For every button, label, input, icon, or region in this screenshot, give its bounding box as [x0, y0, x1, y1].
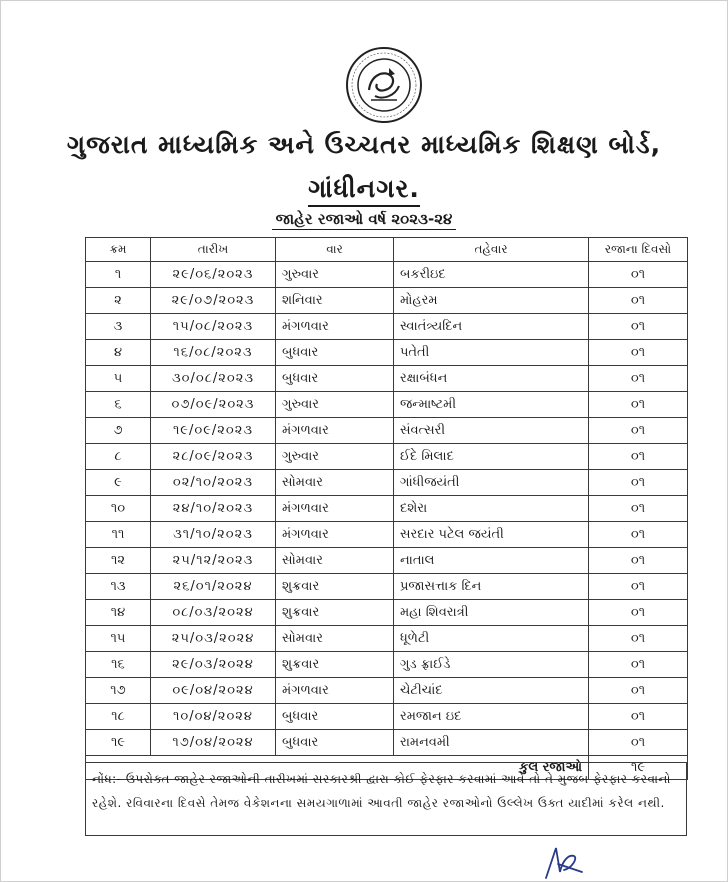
holiday-days-cell: ૦૧ — [589, 340, 688, 366]
table-row — [86, 730, 688, 756]
table-row — [86, 522, 688, 548]
serial-cell: ૫ — [86, 366, 151, 392]
weekday-cell: બુધવાર — [276, 704, 394, 730]
serial-cell: ૧૮ — [86, 704, 151, 730]
festival-cell: બકરીઇદ — [394, 262, 589, 288]
column-header-festival: તહેવાર — [394, 238, 589, 262]
holiday-days-cell: ૦૧ — [589, 600, 688, 626]
serial-cell: ૯ — [86, 470, 151, 496]
festival-cell: ચેટીચાંદ — [394, 678, 589, 704]
weekday-cell: મંગળવાર — [276, 314, 394, 340]
table-row — [86, 288, 688, 314]
serial-cell: ૮ — [86, 444, 151, 470]
festival-cell: પ્રજાસત્તાક દિન — [394, 574, 589, 600]
festival-cell: ગાંધીજયંતી — [394, 470, 589, 496]
column-header-day: વાર — [276, 238, 394, 262]
weekday-cell: મંગળવાર — [276, 522, 394, 548]
holiday-days-cell: ૦૧ — [589, 288, 688, 314]
weekday-cell: ગુરુવાર — [276, 262, 394, 288]
holiday-days-cell: ૦૧ — [589, 366, 688, 392]
table-row — [86, 496, 688, 522]
date-cell: ૨૯/૦૩/૨૦૨૪ — [151, 652, 276, 678]
table-row — [86, 574, 688, 600]
festival-cell: સ્વાતંત્ર્યદિન — [394, 314, 589, 340]
table-header-row — [86, 238, 688, 262]
date-cell: ૩૧/૧૦/૨૦૨૩ — [151, 522, 276, 548]
weekday-cell: સોમવાર — [276, 548, 394, 574]
weekday-cell: બુધવાર — [276, 730, 394, 756]
date-cell: ૦૨/૧૦/૨૦૨૩ — [151, 470, 276, 496]
board-seal-logo — [345, 46, 423, 124]
serial-cell: ૧ — [86, 262, 151, 288]
festival-cell: મહા શિવરાત્રી — [394, 600, 589, 626]
serial-cell: ૧૦ — [86, 496, 151, 522]
table-row — [86, 392, 688, 418]
weekday-cell: સોમવાર — [276, 470, 394, 496]
weekday-cell: બુધવાર — [276, 340, 394, 366]
festival-cell: સંવત્સરી — [394, 418, 589, 444]
table-row — [86, 366, 688, 392]
serial-cell: ૧૭ — [86, 678, 151, 704]
city-title: ગાંધીનગર. — [0, 174, 728, 207]
serial-cell: ૧૨ — [86, 548, 151, 574]
holiday-list-subtitle: જાહેર રજાઓ વર્ષ ૨૦૨૩-૨૪ — [0, 210, 728, 230]
total-label: કુલ રજાઓ — [86, 756, 589, 780]
holiday-days-cell: ૦૧ — [589, 704, 688, 730]
table-row — [86, 444, 688, 470]
serial-cell: ૨ — [86, 288, 151, 314]
date-cell: ૨૮/૦૯/૨૦૨૩ — [151, 444, 276, 470]
festival-cell: સરદાર પટેલ જયંતી — [394, 522, 589, 548]
serial-cell: ૧૫ — [86, 626, 151, 652]
table-row — [86, 262, 688, 288]
weekday-cell: સોમવાર — [276, 626, 394, 652]
column-header-serial: ક્રમ — [86, 238, 151, 262]
serial-cell: ૧૩ — [86, 574, 151, 600]
holiday-days-cell: ૦૧ — [589, 418, 688, 444]
serial-cell: ૭ — [86, 418, 151, 444]
weekday-cell: શુક્રવાર — [276, 652, 394, 678]
serial-cell: ૬ — [86, 392, 151, 418]
serial-cell: ૪ — [86, 340, 151, 366]
table-row — [86, 678, 688, 704]
weekday-cell: મંગળવાર — [276, 678, 394, 704]
serial-cell: ૩ — [86, 314, 151, 340]
festival-cell: ધૂળેટી — [394, 626, 589, 652]
table-row — [86, 314, 688, 340]
holiday-days-cell: ૦૧ — [589, 730, 688, 756]
festival-cell: દશેરા — [394, 496, 589, 522]
table-row — [86, 626, 688, 652]
weekday-cell: ગુરુવાર — [276, 392, 394, 418]
holiday-days-cell: ૦૧ — [589, 314, 688, 340]
festival-cell: પતેતી — [394, 340, 589, 366]
festival-cell: રામનવમી — [394, 730, 589, 756]
date-cell: ૦૯/૦૪/૨૦૨૪ — [151, 678, 276, 704]
holiday-days-cell: ૦૧ — [589, 574, 688, 600]
serial-cell: ૧૪ — [86, 600, 151, 626]
date-cell: ૦૭/૦૯/૨૦૨૩ — [151, 392, 276, 418]
table-row — [86, 470, 688, 496]
date-cell: ૨૯/૦૭/૨૦૨૩ — [151, 288, 276, 314]
table-row — [86, 704, 688, 730]
holiday-days-cell: ૦૧ — [589, 444, 688, 470]
date-cell: ૨૫/૦૩/૨૦૨૪ — [151, 626, 276, 652]
festival-cell: નાતાલ — [394, 548, 589, 574]
festival-cell: રક્ષાબંધન — [394, 366, 589, 392]
holiday-days-cell: ૦૧ — [589, 496, 688, 522]
date-cell: ૧૦/૦૪/૨૦૨૪ — [151, 704, 276, 730]
note-label: નોંધ:- — [92, 772, 122, 786]
festival-cell: મોહરમ — [394, 288, 589, 314]
holiday-table-body — [86, 262, 688, 756]
holiday-days-cell: ૦૧ — [589, 548, 688, 574]
date-cell: ૧૬/૦૮/૨૦૨૩ — [151, 340, 276, 366]
festival-cell: રમજાન ઇદ — [394, 704, 589, 730]
note-box — [85, 762, 687, 836]
weekday-cell: મંગળવાર — [276, 496, 394, 522]
holiday-days-cell: ૦૧ — [589, 262, 688, 288]
table-row — [86, 340, 688, 366]
holiday-days-cell: ૦૧ — [589, 626, 688, 652]
weekday-cell: શનિવાર — [276, 288, 394, 314]
column-header-date: તારીખ — [151, 238, 276, 262]
serial-cell: ૧૬ — [86, 652, 151, 678]
table-row — [86, 600, 688, 626]
date-cell: ૨૫/૧૨/૨૦૨૩ — [151, 548, 276, 574]
festival-cell: જન્માષ્ટમી — [394, 392, 589, 418]
weekday-cell: મંગળવાર — [276, 418, 394, 444]
date-cell: ૩૦/૦૮/૨૦૨૩ — [151, 366, 276, 392]
holiday-days-cell: ૦૧ — [589, 522, 688, 548]
date-cell: ૨૯/૦૬/૨૦૨૩ — [151, 262, 276, 288]
weekday-cell: બુધવાર — [276, 366, 394, 392]
festival-cell: ઈદે મિલાદ — [394, 444, 589, 470]
weekday-cell: શુક્રવાર — [276, 574, 394, 600]
board-title: ગુજરાત માધ્યમિક અને ઉચ્ચતર માધ્યમિક શિક્ષણ બોર્ડ, — [66, 130, 662, 159]
note-text: ઉપરોક્ત જાહેર રજાઓની તારીખમાં સરકારશ્રી દ્વારા કોઈ ફેરફાર કરવામાં આવે તો તે મુજબ ફેરફાર કરવાનો રહેશે. રવિવારના દિવસે તેમજ વેકેશનના સમયગાળામાં આવતી જાહેર રજાઓનો ઉલ્લેખ ઉક્ત યાદીમાં કરેલ નથી. — [92, 772, 671, 810]
serial-cell: ૧૧ — [86, 522, 151, 548]
holiday-days-cell: ૦૧ — [589, 652, 688, 678]
date-cell: ૨૬/૦૧/૨૦૨૪ — [151, 574, 276, 600]
holiday-days-cell: ૦૧ — [589, 470, 688, 496]
holiday-days-cell: ૦૧ — [589, 392, 688, 418]
column-header-holiday-days: રજાના દિવસો — [589, 238, 688, 262]
date-cell: ૧૯/૦૯/૨૦૨૩ — [151, 418, 276, 444]
date-cell: ૨૪/૧૦/૨૦૨૩ — [151, 496, 276, 522]
table-row — [86, 652, 688, 678]
total-value: ૧૯ — [589, 756, 688, 780]
holiday-table — [85, 237, 688, 780]
weekday-cell: ગુરુવાર — [276, 444, 394, 470]
date-cell: ૦૮/૦૩/૨૦૨૪ — [151, 600, 276, 626]
table-row — [86, 548, 688, 574]
signature-mark — [538, 842, 588, 882]
table-row — [86, 418, 688, 444]
weekday-cell: શુક્રવાર — [276, 600, 394, 626]
date-cell: ૧૭/૦૪/૨૦૨૪ — [151, 730, 276, 756]
festival-cell: ગુડ ફ્રાઈડે — [394, 652, 589, 678]
holiday-days-cell: ૦૧ — [589, 678, 688, 704]
serial-cell: ૧૯ — [86, 730, 151, 756]
date-cell: ૧૫/૦૮/૨૦૨૩ — [151, 314, 276, 340]
